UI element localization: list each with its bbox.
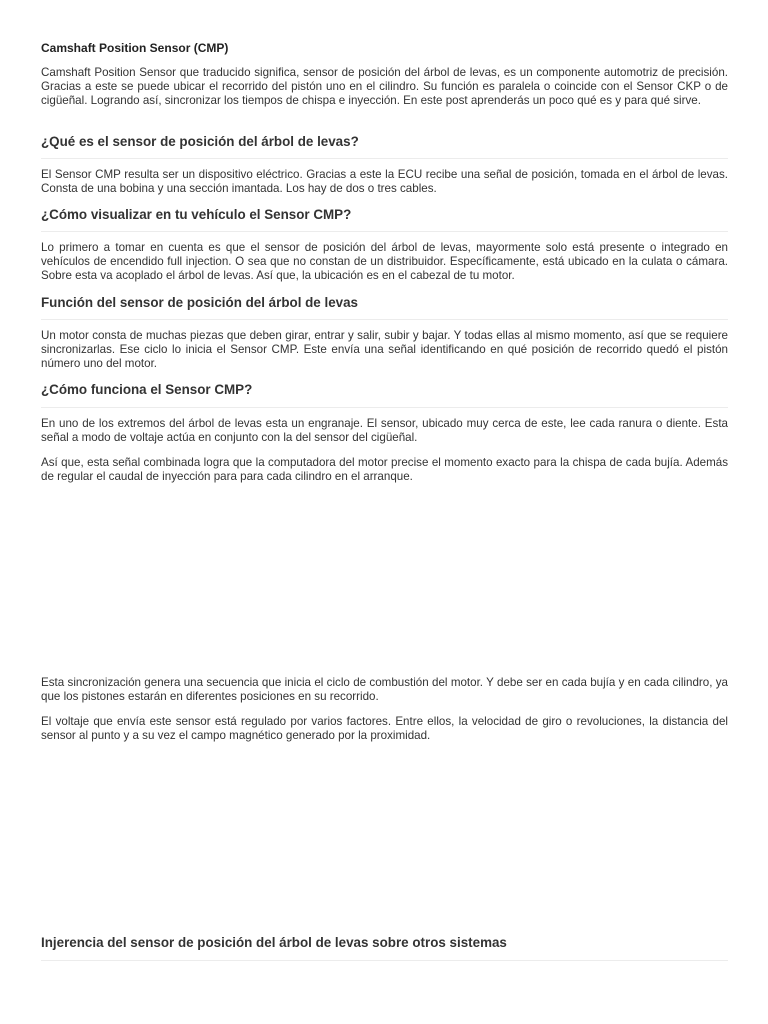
section-paragraph: El Sensor CMP resulta ser un dispositivo eléctrico. Gracias a este la ECU recibe una señal de posición, tomada en el árbol de levas. Consta de una bobina y una sección imantada. Los hay de dos o tres cables. xyxy=(41,168,728,195)
section-paragraph: El voltaje que envía este sensor está regulado por varios factores. Entre ellos, la velocidad de giro o revoluciones, la distancia del sensor al punto y a su vez el campo magnético generado por la proximidad. xyxy=(41,715,728,742)
section-divider xyxy=(41,231,728,232)
section-divider xyxy=(41,960,728,961)
section-paragraph: Un motor consta de muchas piezas que deben girar, entrar y salir, subir y bajar. Y todas ellas al mismo momento, así que se requiere sincronizarlas. Ese ciclo lo inicia el Sensor CMP. Este envía una señal identificando en qué posición de recorrido quedó el pistón número uno del motor. xyxy=(41,329,728,370)
section-paragraph: En uno de los extremos del árbol de levas esta un engranaje. El sensor, ubicado muy cerca de este, lee cada ranura o diente. Esta señal a modo de voltaje actúa en conjunto con la del sensor del cigüeñal. xyxy=(41,417,728,444)
section-divider xyxy=(41,407,728,408)
section-paragraph: Así que, esta señal combinada logra que la computadora del motor precise el momento exacto para la chispa de cada bujía. Además de regular el caudal de inyección para para cada cilindro en el arranque. xyxy=(41,456,728,483)
intro-paragraph: Camshaft Position Sensor que traducido significa, sensor de posición del árbol de levas, es un componente automotriz de precisión. Gracias a este se puede ubicar el recorrido del pistón uno en el cilindro. Su función es paralela o coincide con el Sensor CKP o de cigüeñal. Logrando así, sincronizar los tiempos de chispa e inyección. En este post aprenderás un poco qué es y para qué sirve. xyxy=(41,66,728,107)
section-heading-que-es: ¿Qué es el sensor de posición del árbol de levas? xyxy=(41,134,359,149)
section-heading-funcion: Función del sensor de posición del árbol de levas xyxy=(41,295,358,310)
section-heading-injerencia: Injerencia del sensor de posición del árbol de levas sobre otros sistemas xyxy=(41,935,507,950)
section-paragraph: Lo primero a tomar en cuenta es que el sensor de posición del árbol de levas, mayormente solo está presente o integrado en vehículos de encendido full injection. O sea que no constan de un distribuidor. Específicamente, está ubicado en la culata o cámara. Sobre esta va acoplado el árbol de levas. Así que, la ubicación es en el cabezal de tu motor. xyxy=(41,241,728,282)
article-title: Camshaft Position Sensor (CMP) xyxy=(41,41,229,55)
section-divider xyxy=(41,319,728,320)
section-divider xyxy=(41,158,728,159)
section-heading-como-funciona: ¿Cómo funciona el Sensor CMP? xyxy=(41,382,253,397)
section-paragraph: Esta sincronización genera una secuencia que inicia el ciclo de combustión del motor. Y debe ser en cada bujía y en cada cilindro, ya que los pistones estarán en diferentes posiciones en su recorrido. xyxy=(41,676,728,703)
section-heading-como-visualizar: ¿Cómo visualizar en tu vehículo el Sensor CMP? xyxy=(41,207,352,222)
